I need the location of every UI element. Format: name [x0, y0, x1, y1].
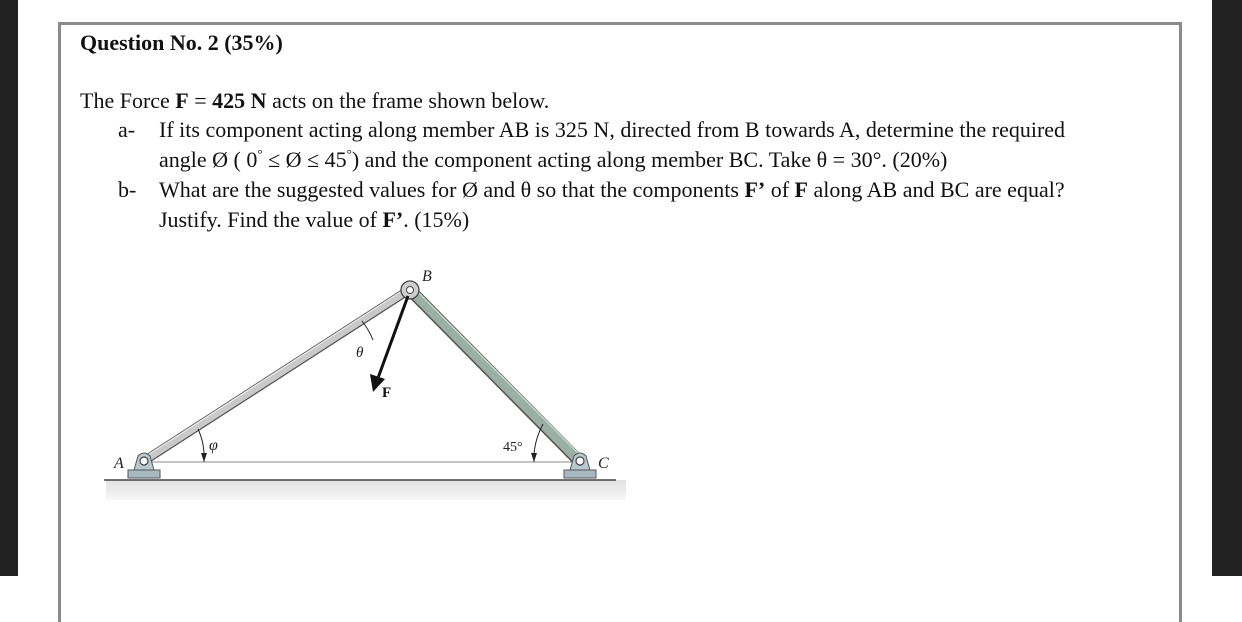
- part-b-text: . (15%): [403, 207, 470, 232]
- part-b-line-1: [159, 177, 1065, 203]
- part-b-text: along AB and BC are equal?: [807, 177, 1065, 202]
- part-b-bold-f-prime: F’: [382, 207, 404, 232]
- document-page: [18, 0, 1212, 576]
- degree-mark: °: [257, 146, 263, 161]
- part-b-label: b-: [118, 177, 137, 202]
- part-b-text: Justify. Find the value of: [159, 207, 383, 232]
- part-b-text: What are the suggested values for Ø and θ so that the components: [159, 177, 745, 202]
- angle-45-arrowhead: [531, 453, 537, 462]
- ground-surface: [106, 480, 626, 500]
- part-a-line-2-mid: ≤ Ø ≤ 45: [262, 147, 347, 172]
- right-dark-edge: [1212, 0, 1242, 576]
- pin-joint-b: [401, 281, 419, 299]
- part-b-bold-f: F: [794, 177, 808, 202]
- part-a-line-2: [159, 147, 947, 173]
- label-theta: θ: [356, 345, 364, 361]
- label-f: F: [382, 385, 392, 401]
- member-ab: [143, 287, 409, 461]
- label-a: A: [114, 455, 124, 472]
- member-bc: [410, 287, 583, 462]
- intro-text-3: acts on the frame shown below.: [266, 88, 550, 113]
- left-dark-edge: [0, 0, 18, 576]
- intro-text-1: The Force: [80, 88, 176, 113]
- degree-mark: °: [346, 146, 352, 161]
- intro-force-symbol: F: [175, 88, 189, 113]
- label-b: B: [422, 268, 432, 285]
- part-a-line-2-post: ) and the component acting along member BC. Take θ = 30°. (20%): [351, 147, 948, 172]
- theta-angle-arc: [362, 321, 373, 340]
- label-phi: φ: [209, 437, 218, 454]
- part-a-line-1: If its component acting along member AB is 325 N, directed from B towards A, determine the required: [159, 117, 1066, 142]
- part-b-bold-f-prime: F’: [744, 177, 766, 202]
- label-45-degrees: 45°: [503, 440, 523, 455]
- frame-figure: [80, 262, 640, 512]
- label-c: C: [598, 455, 609, 472]
- question-intro: [80, 88, 549, 114]
- part-a-label: a-: [118, 117, 136, 142]
- question-title: Question No. 2 (35%): [80, 30, 283, 55]
- intro-text-2: =: [188, 88, 213, 113]
- part-b-text: of: [765, 177, 795, 202]
- intro-force-value: 425 N: [212, 88, 267, 113]
- part-b-line-2: [159, 207, 469, 233]
- part-a-line-2-pre: angle Ø ( 0: [159, 147, 258, 172]
- phi-arc-arrowhead: [201, 453, 207, 462]
